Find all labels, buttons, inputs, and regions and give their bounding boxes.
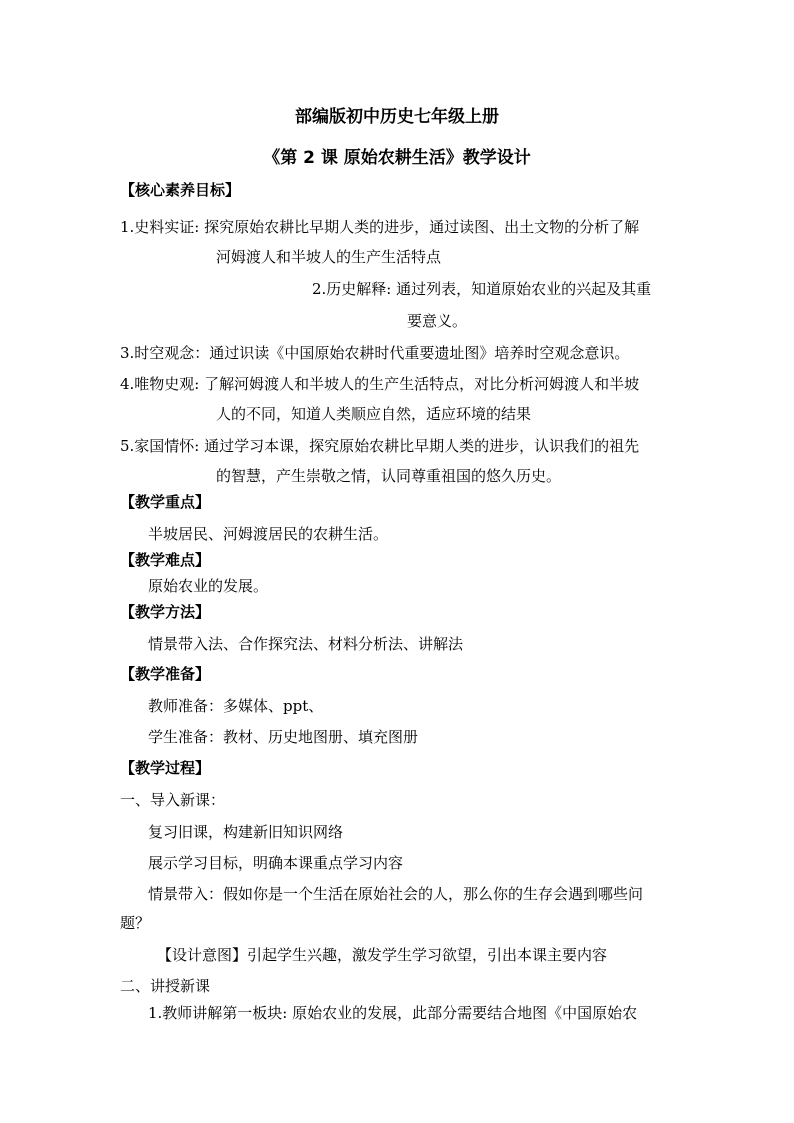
section-heading-key-points: 【教学重点】 xyxy=(120,493,211,511)
goal-2-line-2: 要意义。 xyxy=(407,312,468,330)
section-heading-methods: 【教学方法】 xyxy=(120,603,211,621)
goal-1-line-2: 河姆渡人和半坡人的生产生活特点 xyxy=(216,248,442,266)
section-heading-difficulties: 【教学难点】 xyxy=(120,551,211,569)
methods-text: 情景带入法、合作探究法、材料分析法、讲解法 xyxy=(148,635,464,653)
goal-1-line-1: 1.史料实证: 探究原始农耕比早期人类的进步，通过读图、出土文物的分析了解 xyxy=(120,218,640,236)
key-points-text: 半坡居民、河姆渡居民的农耕生活。 xyxy=(148,525,389,543)
preparation-teacher: 教师准备：多媒体、ppt、 xyxy=(148,697,324,715)
process-part-2-item-a: 1.教师讲解第一板块: 原始农业的发展，此部分需要结合地图《中国原始农 xyxy=(148,1004,638,1022)
process-part-1-item-c-line-1: 情景带入：假如你是一个生活在原始社会的人，那么你的生存会遇到哪些问 xyxy=(148,885,644,903)
section-heading-core-goals: 【核心素养目标】 xyxy=(120,181,241,199)
preparation-student: 学生准备：教材、历史地图册、填充图册 xyxy=(148,728,419,746)
goal-2-line-1: 2.历史解释: 通过列表，知道原始农业的兴起及其重 xyxy=(312,280,652,298)
process-part-2-title: 二、讲授新课 xyxy=(120,977,211,995)
process-part-1-item-c-line-2: 题？ xyxy=(120,914,151,932)
section-heading-process: 【教学过程】 xyxy=(120,759,211,777)
goal-3-line-1: 3.时空观念：通过识读《中国原始农耕时代重要遗址图》培养时空观念意识。 xyxy=(120,344,630,362)
process-part-1-design-intent: 【设计意图】引起学生兴趣，激发学生学习欲望，引出本课主要内容 xyxy=(157,946,608,964)
goal-4-line-2: 人的不同，知道人类顺应自然，适应环境的结果 xyxy=(216,405,532,423)
section-heading-preparation: 【教学准备】 xyxy=(120,665,211,683)
process-part-1-item-b: 展示学习目标，明确本课重点学习内容 xyxy=(148,854,404,872)
document-title: 部编版初中历史七年级上册 xyxy=(295,107,499,127)
goal-5-line-1: 5.家国情怀: 通过学习本课，探究原始农耕比早期人类的进步，认识我们的祖先 xyxy=(120,437,640,455)
goal-5-line-2: 的智慧，产生崇敬之情，认同尊重祖国的悠久历史。 xyxy=(216,467,562,485)
document-subtitle: 《第 2 课 原始农耕生活》教学设计 xyxy=(263,148,531,168)
goal-4-line-1: 4.唯物史观: 了解河姆渡人和半坡人的生产生活特点，对比分析河姆渡人和半坡 xyxy=(120,375,640,393)
process-part-1-item-a: 复习旧课，构建新旧知识网络 xyxy=(148,823,344,841)
process-part-1-title: 一、导入新课： xyxy=(120,791,226,809)
difficulties-text: 原始农业的发展。 xyxy=(148,577,269,595)
